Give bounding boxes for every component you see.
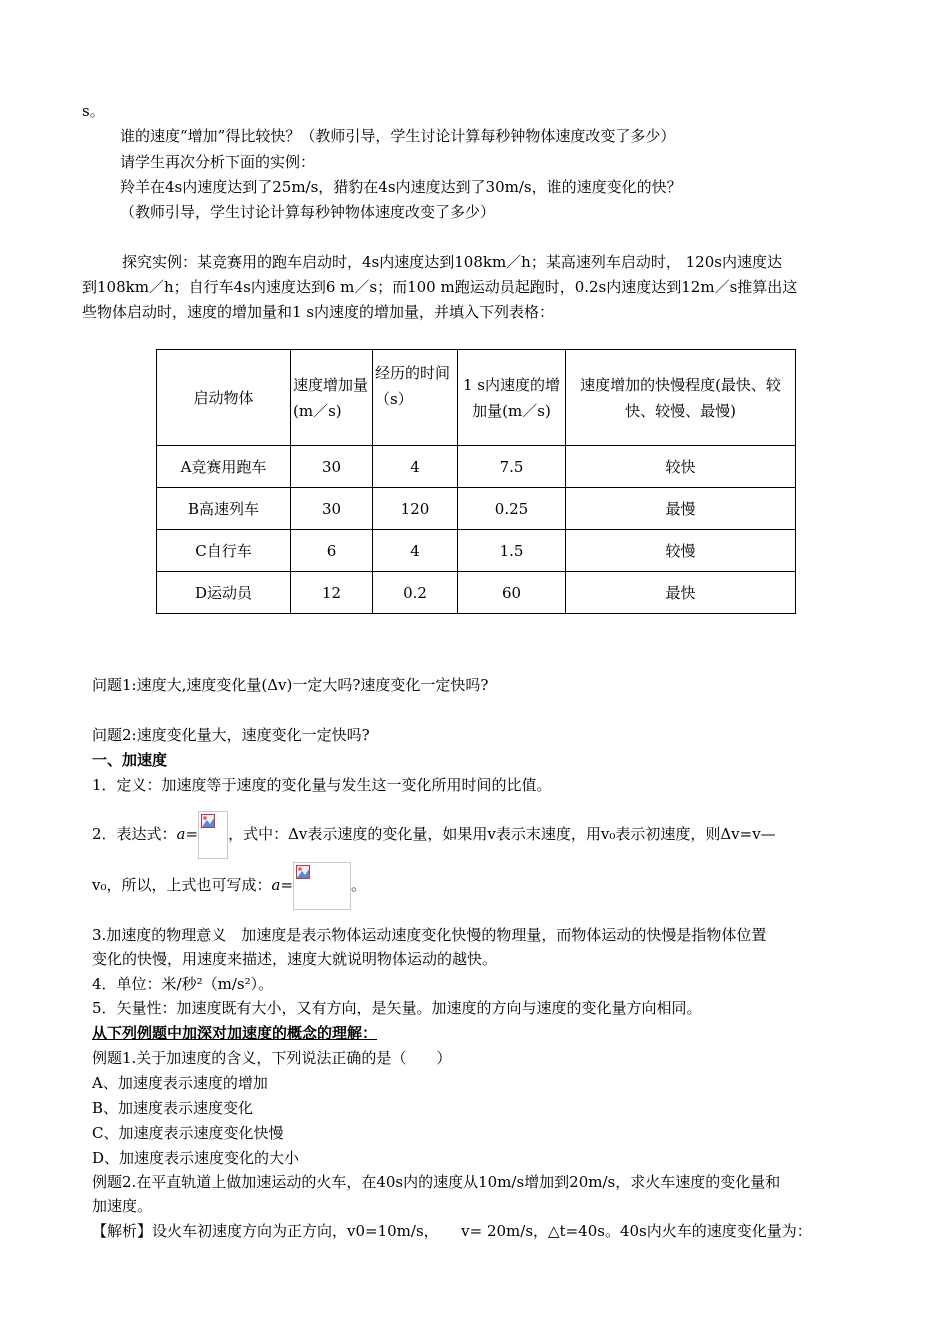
header-cell: 经历的时间（s） <box>373 350 458 446</box>
header-cell: 速度增加的快慢程度(最快、较快、较慢、最慢) <box>566 350 796 446</box>
table-cell: 最慢 <box>566 488 796 530</box>
table-cell: B高速列车 <box>157 488 291 530</box>
table-row <box>157 446 796 488</box>
a-equals: a= <box>271 876 294 894</box>
broken-image-icon <box>201 814 215 828</box>
table-cell: 12 <box>291 572 373 614</box>
text-line: （教师引导，学生讨论计算每秒钟物体速度改变了多少） <box>120 203 496 221</box>
table-cell: 较快 <box>566 446 796 488</box>
text-line: 谁的速度“增加”得比较快？（教师引导，学生讨论计算每秒钟物体速度改变了多少） <box>120 127 676 145</box>
table-row <box>157 488 796 530</box>
table-row <box>157 572 796 614</box>
paragraph-line: 探究实例：某竞赛用的跑车启动时，4s内速度达到108km／h；某高速列车启动时， 120s内速度达 <box>122 253 782 271</box>
table-cell: 1.5 <box>458 530 566 572</box>
table-cell: A竞赛用跑车 <box>157 446 291 488</box>
table-cell: 30 <box>291 446 373 488</box>
expression-line-2 <box>92 862 366 910</box>
table-cell: 7.5 <box>458 446 566 488</box>
meaning-line: 3.加速度的物理意义 加速度是表示物体运动速度变化快慢的物理量，而物体运动的快慢是指物体位置 <box>92 926 767 944</box>
option-b: B、加速度表示速度变化 <box>92 1099 254 1117</box>
example-2-stem: 例题2.在平直轨道上做加速运动的火车，在40s内的速度从10m/s增加到20m/s，求火车速度的变化量和 <box>92 1173 781 1191</box>
speed-table <box>156 349 796 614</box>
formula-image-placeholder <box>198 811 228 859</box>
table-cell: 4 <box>373 446 458 488</box>
vector-line: 5．矢量性：加速度既有大小，又有方向，是矢量。加速度的方向与速度的变化量方向相同。 <box>92 999 702 1017</box>
paragraph-line: 到108km／h；自行车4s内速度达到6 m／s；而100 m跑运动员起跑时，0.2s内速度达到12m／s推算出这 <box>82 278 798 296</box>
table-cell: 60 <box>458 572 566 614</box>
text-line: s。 <box>82 102 105 120</box>
definition-line: 1．定义：加速度等于速度的变化量与发生这一变化所用时间的比值。 <box>92 776 552 794</box>
example-1-stem: 例题1.关于加速度的含义，下列说法正确的是（ ） <box>92 1049 452 1067</box>
expression-text: ，式中：Δv表示速度的变化量，如果用v表示末速度，用v₀表示初速度，则Δv=v— <box>228 825 776 843</box>
option-c: C、加速度表示速度变化快慢 <box>92 1124 284 1142</box>
analysis-line: 【解析】设火车初速度方向为正方向，v0=10m/s， v= 20m/s，△t=40s。40s内火车的速度变化量为： <box>92 1222 812 1240</box>
broken-image-icon <box>296 865 310 879</box>
expression-label: 2．表达式： <box>92 825 177 843</box>
text-line: 请学生再次分析下面的实例： <box>120 153 316 171</box>
table-cell: D运动员 <box>157 572 291 614</box>
deepen-heading: 从下列例题中加深对加速度的概念的理解： <box>92 1024 378 1042</box>
option-a: A、加速度表示速度的增加 <box>92 1074 268 1092</box>
question-1: 问题1:速度大,速度变化量(Δv)一定大吗?速度变化一定快吗? <box>92 676 489 694</box>
section-heading: 一、加速度 <box>92 751 168 769</box>
table-cell: 0.25 <box>458 488 566 530</box>
example-2-stem: 加速度。 <box>92 1197 153 1215</box>
a-equals: a= <box>176 825 199 843</box>
expression-text: v₀，所以，上式也可写成： <box>92 876 272 894</box>
table-cell: 最快 <box>566 572 796 614</box>
table-cell: 6 <box>291 530 373 572</box>
table-header-row <box>157 350 796 446</box>
option-d: D、加速度表示速度变化的大小 <box>92 1149 300 1167</box>
expression-line <box>92 811 776 859</box>
text-line: 羚羊在4s内速度达到了25m/s，猎豹在4s内速度达到了30m/s，谁的速度变化的快？ <box>120 178 682 196</box>
table-row <box>157 530 796 572</box>
meaning-line: 变化的快慢，用速度来描述，速度大就说明物体运动的越快。 <box>92 950 498 968</box>
table-cell: 较慢 <box>566 530 796 572</box>
question-2: 问题2:速度变化量大，速度变化一定快吗? <box>92 726 370 744</box>
table-cell: 30 <box>291 488 373 530</box>
table-cell: 120 <box>373 488 458 530</box>
header-cell: 1 s内速度的增加量(m／s) <box>458 350 566 446</box>
expression-text: 。 <box>351 876 367 894</box>
paragraph-line: 些物体启动时，速度的增加量和1 s内速度的增加量，并填入下列表格： <box>82 303 555 321</box>
table-cell: 4 <box>373 530 458 572</box>
table-cell: C自行车 <box>157 530 291 572</box>
table-cell: 0.2 <box>373 572 458 614</box>
header-cell: 启动物体 <box>157 350 291 446</box>
header-cell: 速度增加量(m／s) <box>291 350 373 446</box>
unit-line: 4．单位：米/秒²（m/s²）。 <box>92 975 274 993</box>
formula-image-placeholder <box>293 862 351 910</box>
